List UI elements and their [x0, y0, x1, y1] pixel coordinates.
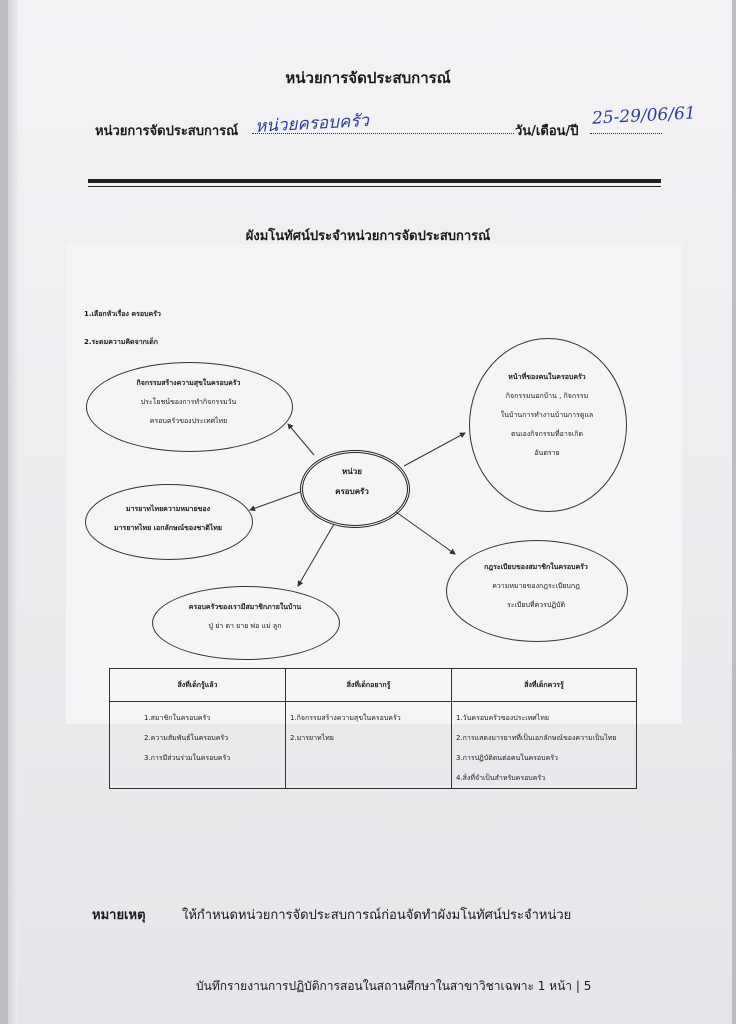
arrow-to-rules — [396, 512, 455, 554]
bubble-rules-line: ความหมายของกฎระเบียบกฎ — [492, 582, 580, 590]
list-item: 3.การปฏิบัติตนต่อคนในครอบครัว — [456, 754, 558, 762]
bubble-activities-line: ประโยชน์ของการทำกิจกรรมวัน — [140, 398, 237, 406]
center-line-1: หน่วย — [342, 467, 362, 476]
table-row — [110, 702, 637, 789]
center-bubble-text — [300, 462, 404, 502]
bubble-manners-text — [85, 500, 251, 538]
bubble-members-line: ปู่ ย่า ตา ยาย พ่อ แม่ ลูก — [208, 622, 282, 630]
list-item: 4.สิ่งที่จำเป็นสำหรับครอบครัว — [456, 774, 546, 782]
arrow-to-manners — [250, 492, 300, 510]
knowledge-table — [109, 668, 637, 789]
arrow-to-duties — [404, 433, 465, 466]
bubble-activities-line: ครอบครัวของประเทศไทย — [149, 417, 228, 425]
table-header-row — [110, 669, 637, 702]
topic-line: 1.เลือกหัวเรื่อง ครอบครัว — [84, 310, 161, 318]
center-line-2: ครอบครัว — [335, 487, 369, 496]
table-cell-want — [286, 702, 452, 789]
bubble-rules-text — [446, 558, 626, 615]
bubble-members-heading: ครอบครัวของเรามีสมาชิกภายในบ้าน — [188, 603, 302, 611]
bubble-rules-line: ระเบียบที่ควรปฏิบัติ — [506, 601, 566, 609]
table-cell-known — [110, 702, 286, 789]
bubble-duties-line: ตนเองกิจกรรมที่อาจเกิด — [510, 430, 584, 438]
unit-handwritten-value: หน่วยครอบครัว — [254, 111, 370, 137]
unit-label: หน่วยการจัดประสบการณ์ — [95, 124, 239, 139]
bubble-members-text — [152, 598, 338, 636]
list-item: 2.การแสดงมารยาทที่เป็นเอกลักษณ์ของความเป็นไทย — [456, 734, 617, 742]
table-header-known: สิ่งที่เด็กรู้แล้ว — [110, 669, 286, 702]
document-title: หน่วยการจัดประสบการณ์ — [285, 69, 451, 87]
list-item: 2.ความสัมพันธ์ในครอบครัว — [144, 734, 229, 742]
list-item: 1.วันครอบครัวของประเทศไทย — [456, 714, 549, 722]
bubble-activities-heading: กิจกรรมสร้างความสุขในครอบครัว — [136, 379, 241, 387]
bubble-rules-heading: กฎระเบียบของสมาชิกในครอบครัว — [484, 563, 588, 571]
bubble-manners-line: มารยาทไทย เอกลักษณ์ของชาติไทย — [114, 524, 222, 532]
arrow-to-members — [298, 524, 334, 586]
table-header-should: สิ่งที่เด็กควรรู้ — [452, 669, 637, 702]
note-text: ให้กำหนดหน่วยการจัดประสบการณ์ก่อนจัดทำผังมโนทัศน์ประจำหน่วย — [182, 908, 572, 923]
list-item: 2.มารยาทไทย — [290, 734, 334, 742]
concept-map-title: ผังมโนทัศน์ประจำหน่วยการจัดประสบการณ์ — [245, 229, 491, 244]
bubble-duties-line: อันตราย — [534, 449, 560, 457]
bubble-activities-text — [86, 374, 291, 431]
list-item: 1.กิจกรรมสร้างความสุขในครอบครัว — [290, 714, 401, 722]
table-header-want: สิ่งที่เด็กอยากรู้ — [286, 669, 452, 702]
date-label: วัน/เดือน/ปี — [515, 124, 579, 139]
brainstorm-line: 2.ระดมความคิดจากเด็ก — [84, 338, 159, 346]
list-item: 3.การมีส่วนร่วมในครอบครัว — [144, 754, 231, 762]
arrow-to-activities — [288, 424, 314, 455]
bubble-duties-line: กิจกรรมนอกบ้าน , กิจกรรม — [505, 392, 589, 400]
bubble-duties-heading: หน้าที่ของคนในครอบครัว — [508, 373, 586, 381]
bubble-manners-heading: มารยาทไทยความหมายของ — [125, 505, 210, 513]
list-item: 1.สมาชิกในครอบครัว — [144, 714, 211, 722]
date-handwritten-value: 25-29/06/61 — [591, 103, 697, 129]
page-footer: บันทึกรายงานการปฏิบัติการสอนในสถานศึกษาในสาขาวิชาเฉพาะ 1 หน้า | 5 — [196, 979, 592, 993]
table-cell-should — [452, 702, 637, 789]
note-label: หมายเหตุ — [92, 908, 146, 923]
bubble-duties-line: ในบ้านการทำงานบ้านการดูแล — [500, 411, 594, 419]
bubble-duties-text — [469, 368, 625, 463]
